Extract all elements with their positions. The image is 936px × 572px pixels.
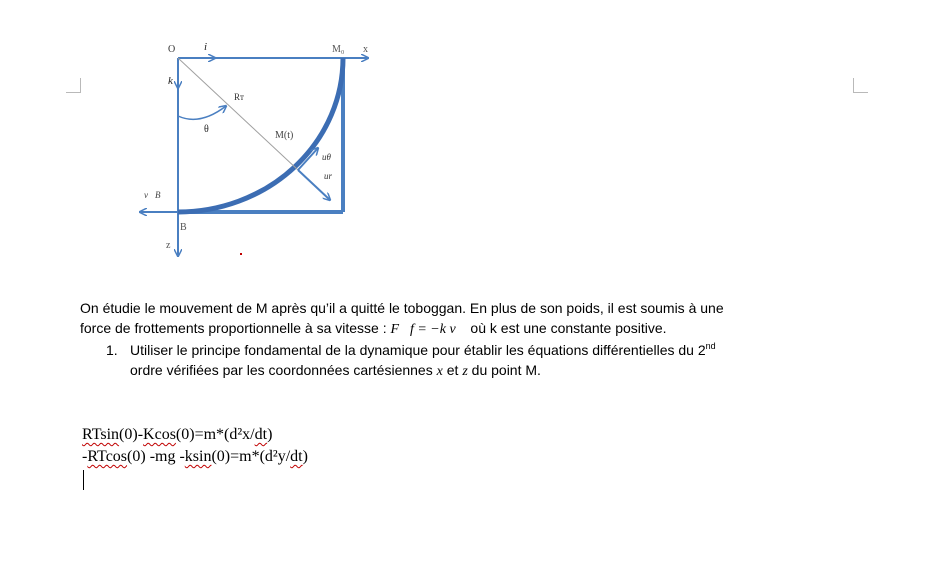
rt-label: Rᴛ xyxy=(234,92,244,102)
var-z: z xyxy=(462,364,468,379)
question-text-line-2 xyxy=(130,360,541,382)
equation-text: (0)=m*(d²y/ xyxy=(211,448,291,465)
friction-formula: F⃗f = −k v⃗ xyxy=(390,322,467,337)
superscript-nd: nd xyxy=(705,341,716,351)
question-text: Utiliser le principe fondamental de la dynamique pour établir les équations différentielles du 2 xyxy=(130,342,706,358)
margin-crop-mark-left xyxy=(66,78,81,93)
margin-crop-mark-right xyxy=(853,78,868,93)
u-theta-label: uθ xyxy=(322,152,331,162)
list-number: 1. xyxy=(106,342,118,358)
theta-label: θ xyxy=(204,124,209,135)
spell-error-word[interactable]: ksin xyxy=(184,448,212,465)
var-x: x xyxy=(436,364,443,379)
theta-arc xyxy=(178,106,226,119)
toboggan-diagram xyxy=(130,38,390,263)
radius-line xyxy=(178,58,298,170)
equation-text: - xyxy=(82,448,88,465)
equation-line-1[interactable] xyxy=(82,425,272,445)
spell-error-word[interactable]: dt xyxy=(290,448,303,465)
problem-paragraph-line-1 xyxy=(80,298,724,318)
spell-error-word[interactable]: RTsin xyxy=(82,426,120,443)
equation-line-2[interactable] xyxy=(82,447,308,467)
z-axis-label: z xyxy=(166,240,171,251)
equation-text: (0) -mg - xyxy=(127,448,185,465)
spell-error-word[interactable]: dt xyxy=(254,426,268,443)
spell-error-word[interactable]: Kcos xyxy=(143,426,176,443)
problem-paragraph-line-2 xyxy=(80,318,667,340)
equation-text: (0)- xyxy=(119,426,144,443)
equation-text: ) xyxy=(302,448,308,465)
paragraph-text: où k est une constante positive. xyxy=(466,320,667,336)
equation-text: ) xyxy=(267,426,273,443)
mt-label: M(t) xyxy=(275,130,294,141)
question-text-line-1 xyxy=(130,340,716,360)
question-text: et xyxy=(442,362,463,378)
vb-label: v⃗B xyxy=(144,190,161,200)
u-r-label: ur xyxy=(324,171,333,181)
m0-label: M₀ xyxy=(332,44,345,55)
b-label: B xyxy=(180,222,187,233)
i-vector-label: i xyxy=(204,41,208,53)
x-axis-label: x xyxy=(363,44,368,55)
k-vector-label: k xyxy=(168,75,173,87)
paragraph-text: On étudie le mouvement de M après qu’il a quitté le toboggan. En plus de son poids, il est soumis à une xyxy=(80,300,724,316)
question-text: ordre vérifiées par les coordonnées cartésiennes xyxy=(130,362,437,378)
equation-text: (0)=m*(d²x/ xyxy=(175,426,255,443)
paragraph-text: force de frottements proportionnelle à sa vitesse : xyxy=(80,320,391,336)
question-text: du point M. xyxy=(467,362,541,378)
question-list-item xyxy=(106,340,716,360)
text-cursor[interactable] xyxy=(83,470,84,490)
spell-error-word[interactable]: RTcos xyxy=(87,448,128,465)
origin-label: O xyxy=(168,44,176,55)
stray-red-dot xyxy=(240,253,242,255)
